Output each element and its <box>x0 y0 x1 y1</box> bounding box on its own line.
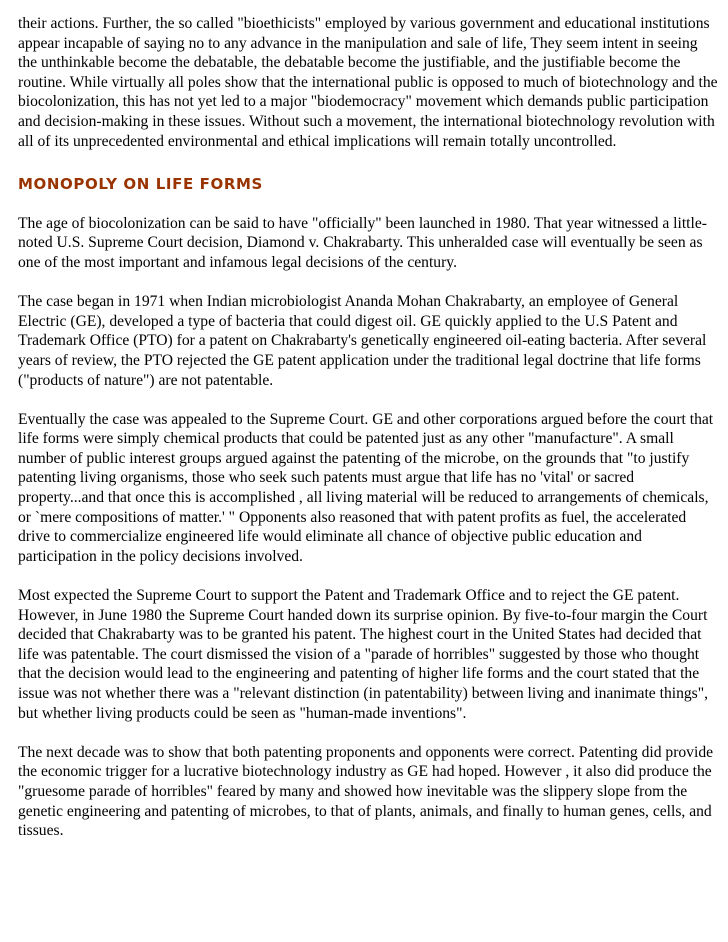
body-paragraph: The next decade was to show that both patenting proponents and opponents were correct. Patenting did provide the economic trigger for a lucrative biotechnology industry as GE had hoped. However , it also did produce the "gruesome parade of horribles" feared by many and showed how inevitable was the slippery slope from the genetic engineering and patenting of microbes, to that of plants, animals, and finally to human genes, cells, and tissues. <box>18 743 714 840</box>
document-body <box>18 14 718 860</box>
intro-paragraph: their actions. Further, the so called "bioethicists" employed by various government and educational institutions appear incapable of saying no to any advance in the manipulation and sale of life, They seem intent in seeing the unthinkable become the debatable, the debatable become the justifiable, and the justifiable become the routine. While virtually all poles show that the international public is opposed to much of biotechnology and the biocolonization, this has not yet led to a major "biodemocracy" movement which demands public participation and decision-making in these issues. Without such a movement, the international biotechnology revolution with all of its unprecedented environmental and ethical implications will remain totally uncontrolled. <box>18 15 718 150</box>
body-paragraph: Eventually the case was appealed to the Supreme Court. GE and other corporations argued before the court that life forms were simply chemical products that could be patented just as any other "manufacture". A small number of public interest groups argued against the patenting of the microbe, on the grounds that "to justify patenting living organisms, those who seek such patents must argue that life has no 'vital' or sacred property...and that once this is accomplished , all living material will be reduced to arrangements of chemicals, or `mere compositions of matter.' " Opponents also reasoned that with patent profits as fuel, the accelerated drive to commercialize engineered life would eliminate all chance of objective public education and participation in the policy decisions involved. <box>18 410 714 565</box>
body-paragraph: The case began in 1971 when Indian microbiologist Ananda Mohan Chakrabarty, an employee of General Electric (GE), developed a type of bacteria that could digest oil. GE quickly applied to the U.S Patent and Trademark Office (PTO) for a patent on Chakrabarty's genetically engineered oil-eating bacteria. After several years of review, the PTO rejected the GE patent application under the traditional legal doctrine that life forms ("products of nature") are not patentable. <box>18 293 707 389</box>
body-paragraph: The age of biocolonization can be said to have "officially" been launched in 1980. That year witnessed a little-noted U.S. Supreme Court decision, Diamond v. Chakrabarty. This unheralded case will eventually be seen as one of the most important and infamous legal decisions of the century. <box>18 214 707 271</box>
body-paragraph: Most expected the Supreme Court to support the Patent and Trademark Office and to reject the GE patent. However, in June 1980 the Supreme Court handed down its surprise opinion. By five-to-four margin the Court decided that Chakrabarty was to be granted his patent. The highest court in the United States had decided that life was patentable. The court dismissed the vision of a "parade of horribles" suggested by those who thought that the decision would lead to the engineering and patenting of higher life forms and the court stated that the issue was not whether there was a "relevant distinction (in patentability) between living and inanimate things", but whether living products could be seen as "human-made inventions". <box>18 587 709 722</box>
section-heading: MONOPOLY ON LIFE FORMS <box>18 175 263 194</box>
